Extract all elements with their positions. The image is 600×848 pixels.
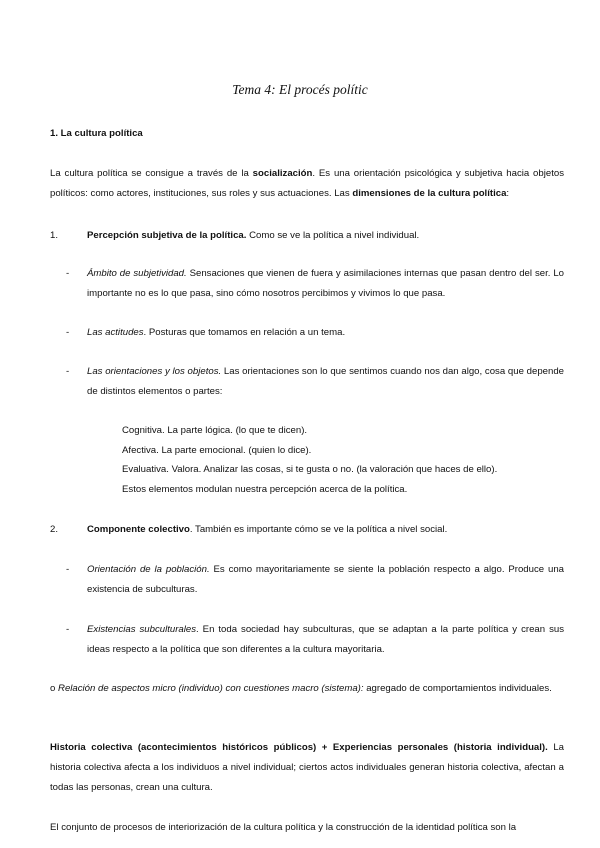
list-item-2: Componente colectivo. También es importante cómo se ve la política a nivel social. — [87, 524, 448, 535]
subitem-cognitive: Cognitiva. La parte lógica. (lo que te dicen). — [122, 425, 308, 436]
bullet-dash: - — [66, 268, 70, 279]
subitem-summary: Estos elementos modulan nuestra percepción acerca de la política. — [122, 484, 408, 495]
subitem-evaluative: Evaluativa. Valora. Analizar las cosas, si te gusta o no. (la valoración que haces de ello). — [122, 464, 498, 475]
bullet-dash: - — [66, 366, 70, 377]
bullet-subcultures: Existencias subculturales. En toda sociedad hay subculturas, que se adaptan a la parte política y crean sus ideas respecto a la política que son diferentes a la cultura mayoritaria. — [87, 624, 564, 655]
list-item-1: Percepción subjetiva de la política. Como se ve la política a nivel individual. — [87, 230, 420, 241]
bullet-orientations: Las orientaciones y los objetos. Las orientaciones son lo que sentimos cuando nos dan algo, cosa que depende de distintos elementos o partes: — [87, 366, 565, 397]
bullet-dash: - — [66, 327, 70, 338]
bullet-dash: - — [66, 564, 70, 575]
list-number-1: 1. — [50, 230, 59, 241]
section-heading: 1. La cultura política — [50, 128, 143, 139]
closing-paragraph: El conjunto de procesos de interiorización de la cultura política y la construcción de la identidad política son la — [50, 822, 517, 833]
intro-paragraph: La cultura política se consigue a través de la socialización. Es una orientación psicológica y subjetiva hacia objetos políticos: como actores, instituciones, sus roles y sus actuaciones. Las dimensiones de la cultura política: — [50, 168, 564, 199]
list-number-2: 2. — [50, 524, 59, 535]
bullet-dash: - — [66, 624, 70, 635]
subitem-affective: Afectiva. La parte emocional. (quien lo dice). — [122, 445, 312, 456]
document-title: Tema 4: El procés polític — [232, 82, 368, 97]
bullet-population: Orientación de la población. Es como mayoritariamente se siente la población respecto a algo. Produce una existencia de subculturas. — [87, 564, 564, 595]
bullet-attitudes: Las actitudes. Posturas que tomamos en relación a un tema. — [87, 327, 346, 338]
bullet-subjectivity: Ámbito de subjetividad. Sensaciones que vienen de fuera y asimilaciones internas que pasan dentro del ser. Lo importante no es lo que pasa, sino cómo nosotros percibimos y vivimos lo que pasa. — [87, 268, 564, 299]
relation-paragraph: o Relación de aspectos micro (individuo) con cuestiones macro (sistema): agregado de comportamientos individuales. — [50, 683, 552, 694]
history-paragraph: Historia colectiva (acontecimientos históricos públicos) + Experiencias personales (historia individual). La historia colectiva afecta a los individuos a nivel individual; ciertos actos individuales generan historia colectiva, afectan a todas las personas, crean una cultura. — [50, 742, 564, 793]
